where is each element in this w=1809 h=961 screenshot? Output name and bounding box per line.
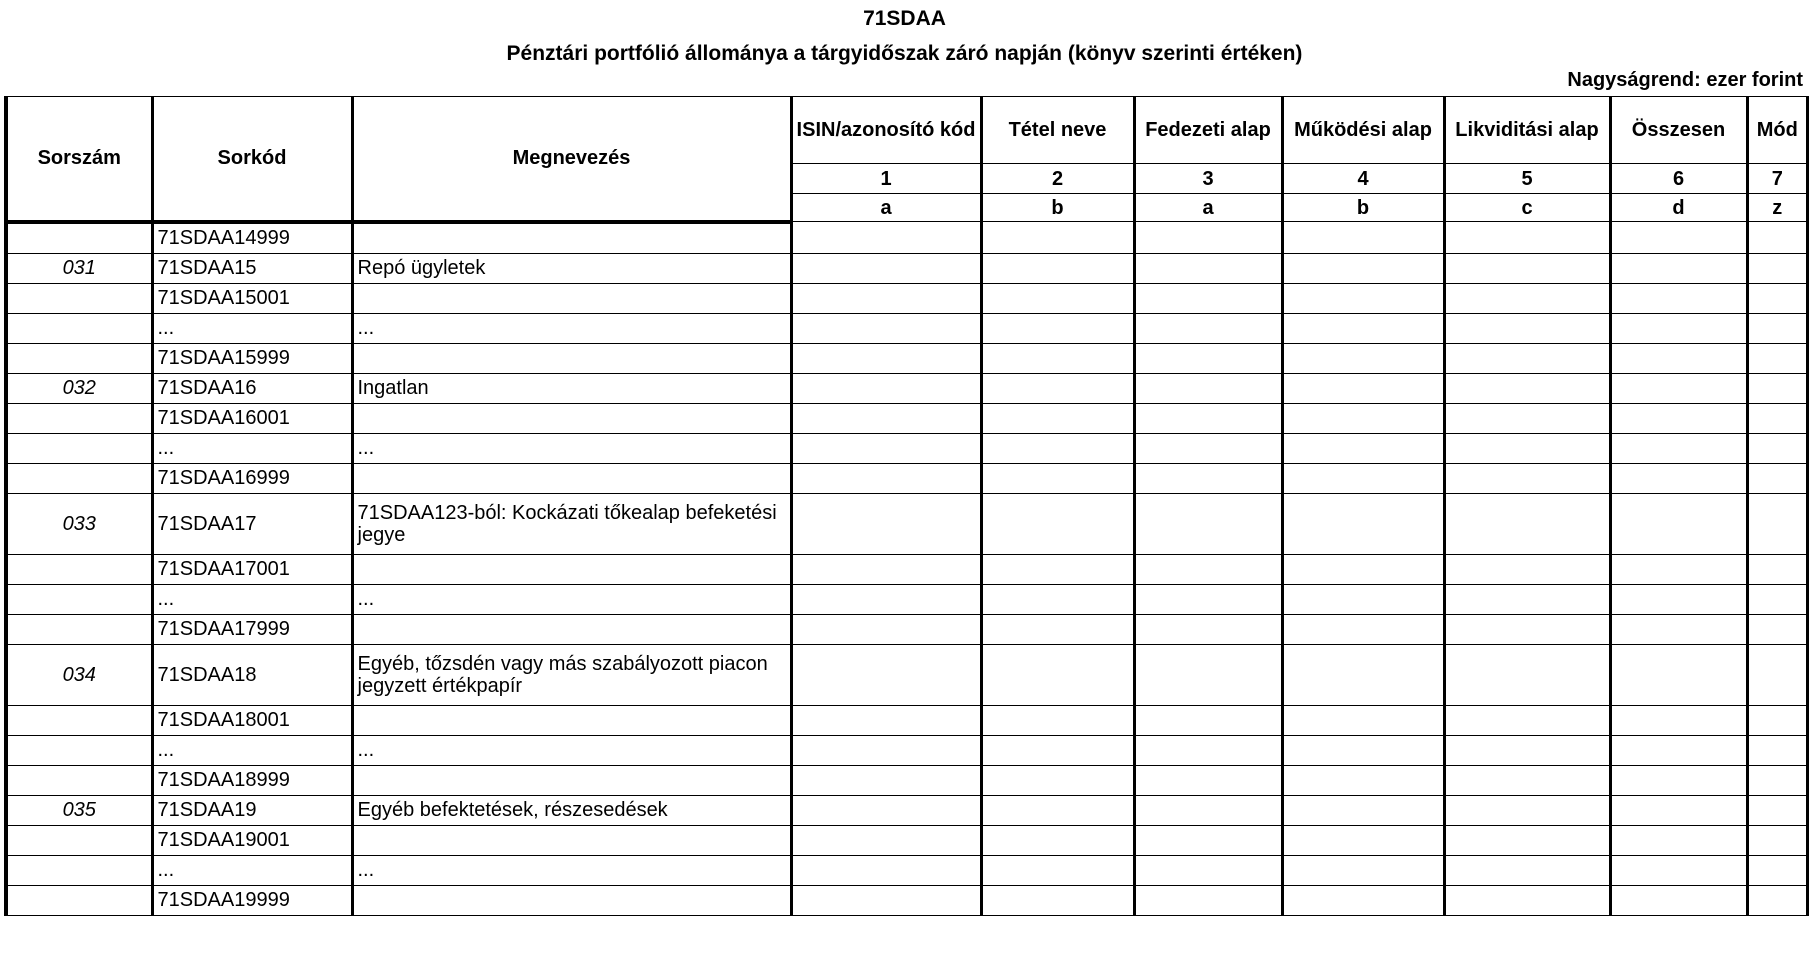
table-row (6, 463, 1808, 493)
value-cell-4[interactable] (1282, 705, 1444, 735)
value-cell-5[interactable] (1444, 584, 1610, 614)
value-cell-7[interactable] (1747, 463, 1808, 493)
table-row (6, 343, 1808, 373)
value-cell-3[interactable] (1134, 433, 1282, 463)
row-sorkod: 71SDAA19999 (152, 885, 352, 915)
table-row (6, 554, 1808, 584)
row-sorkod: 71SDAA19001 (152, 825, 352, 855)
table-row (6, 403, 1808, 433)
value-cell-5[interactable] (1444, 825, 1610, 855)
value-cell-1[interactable] (791, 795, 981, 825)
value-cell-4[interactable] (1282, 283, 1444, 313)
value-cell-5[interactable] (1444, 313, 1610, 343)
value-cell-4[interactable] (1282, 403, 1444, 433)
value-cell-3[interactable] (1134, 493, 1282, 554)
table-row (6, 885, 1808, 915)
value-cell-6[interactable] (1610, 373, 1747, 403)
value-cell-5[interactable] (1444, 855, 1610, 885)
row-sorkod: 71SDAA16 (152, 373, 352, 403)
row-sorkod: 71SDAA14999 (152, 222, 352, 254)
value-cell-4[interactable] (1282, 343, 1444, 373)
value-cell-2[interactable] (981, 735, 1134, 765)
table-row (6, 373, 1808, 403)
value-cell-2[interactable] (981, 283, 1134, 313)
row-sorszam (6, 705, 152, 735)
page-title: Pénztári portfólió állománya a tárgyidőszak záró napján (könyv szerinti értéken) (506, 42, 1303, 65)
value-cell-6[interactable] (1610, 855, 1747, 885)
table-row (6, 584, 1808, 614)
row-sorszam (6, 554, 152, 584)
row-sorszam (6, 614, 152, 644)
row-sorszam: 031 (6, 253, 152, 283)
value-cell-5[interactable] (1444, 403, 1610, 433)
value-cell-6[interactable] (1610, 735, 1747, 765)
value-cell-6[interactable] (1610, 433, 1747, 463)
header-code-1: a (791, 194, 981, 222)
header-num-6: 6 (1610, 164, 1747, 194)
value-cell-7[interactable] (1747, 493, 1808, 554)
value-cell-7[interactable] (1747, 855, 1808, 885)
row-sorszam: 034 (6, 644, 152, 705)
row-megnevezes (352, 765, 791, 795)
value-cell-6[interactable] (1610, 705, 1747, 735)
value-cell-3[interactable] (1134, 584, 1282, 614)
row-sorszam (6, 463, 152, 493)
value-cell-1[interactable] (791, 433, 981, 463)
value-cell-1[interactable] (791, 283, 981, 313)
value-cell-5[interactable] (1444, 765, 1610, 795)
value-cell-5[interactable] (1444, 373, 1610, 403)
value-cell-4[interactable] (1282, 855, 1444, 885)
header-col-1: ISIN/azonosító kód (791, 97, 981, 164)
row-sorszam (6, 855, 152, 885)
value-cell-6[interactable] (1610, 313, 1747, 343)
header-col-6: Összesen (1610, 97, 1747, 164)
row-sorkod: 71SDAA17999 (152, 614, 352, 644)
value-cell-4[interactable] (1282, 253, 1444, 283)
value-cell-4[interactable] (1282, 584, 1444, 614)
row-sorszam (6, 283, 152, 313)
value-cell-3[interactable] (1134, 222, 1282, 254)
row-megnevezes (352, 283, 791, 313)
value-cell-5[interactable] (1444, 493, 1610, 554)
header-code-2: b (981, 194, 1134, 222)
value-cell-5[interactable] (1444, 554, 1610, 584)
row-megnevezes: Ingatlan (352, 373, 791, 403)
value-cell-2[interactable] (981, 222, 1134, 254)
row-megnevezes: ... (352, 313, 791, 343)
row-megnevezes (352, 343, 791, 373)
value-cell-2[interactable] (981, 343, 1134, 373)
header-sorkod: Sorkód (152, 97, 352, 222)
value-cell-2[interactable] (981, 313, 1134, 343)
header-col-2: Tétel neve (981, 97, 1134, 164)
row-megnevezes (352, 705, 791, 735)
value-cell-3[interactable] (1134, 463, 1282, 493)
value-cell-3[interactable] (1134, 855, 1282, 885)
value-cell-7[interactable] (1747, 705, 1808, 735)
row-megnevezes (352, 222, 791, 254)
value-cell-2[interactable] (981, 795, 1134, 825)
row-sorkod: 71SDAA15001 (152, 283, 352, 313)
value-cell-6[interactable] (1610, 614, 1747, 644)
value-cell-3[interactable] (1134, 885, 1282, 915)
value-cell-7[interactable] (1747, 403, 1808, 433)
value-cell-2[interactable] (981, 554, 1134, 584)
header-col-7: Mód (1747, 97, 1808, 164)
value-cell-1[interactable] (791, 554, 981, 584)
row-megnevezes (352, 554, 791, 584)
value-cell-2[interactable] (981, 644, 1134, 705)
row-megnevezes: ... (352, 433, 791, 463)
row-sorkod: 71SDAA15999 (152, 343, 352, 373)
value-cell-4[interactable] (1282, 433, 1444, 463)
row-sorszam: 035 (6, 795, 152, 825)
row-megnevezes: ... (352, 855, 791, 885)
value-cell-2[interactable] (981, 463, 1134, 493)
row-sorkod: 71SDAA17001 (152, 554, 352, 584)
value-cell-5[interactable] (1444, 614, 1610, 644)
value-cell-3[interactable] (1134, 343, 1282, 373)
table-row (6, 795, 1808, 825)
value-cell-6[interactable] (1610, 554, 1747, 584)
value-cell-1[interactable] (791, 765, 981, 795)
table-row (6, 735, 1808, 765)
value-cell-6[interactable] (1610, 403, 1747, 433)
value-cell-3[interactable] (1134, 403, 1282, 433)
row-sorkod: ... (152, 855, 352, 885)
value-cell-2[interactable] (981, 885, 1134, 915)
value-cell-4[interactable] (1282, 885, 1444, 915)
row-sorkod: 71SDAA18001 (152, 705, 352, 735)
header-num-5: 5 (1444, 164, 1610, 194)
header-col-4: Működési alap (1282, 97, 1444, 164)
value-cell-3[interactable] (1134, 825, 1282, 855)
row-sorszam (6, 735, 152, 765)
value-cell-7[interactable] (1747, 373, 1808, 403)
row-megnevezes: ... (352, 735, 791, 765)
value-cell-7[interactable] (1747, 795, 1808, 825)
value-cell-2[interactable] (981, 584, 1134, 614)
row-sorkod: 71SDAA16001 (152, 403, 352, 433)
header-num-7: 7 (1747, 164, 1808, 194)
value-cell-3[interactable] (1134, 554, 1282, 584)
value-cell-1[interactable] (791, 343, 981, 373)
value-cell-4[interactable] (1282, 463, 1444, 493)
value-cell-3[interactable] (1134, 283, 1282, 313)
value-cell-7[interactable] (1747, 584, 1808, 614)
value-cell-6[interactable] (1610, 885, 1747, 915)
row-megnevezes: ... (352, 584, 791, 614)
table-row (6, 644, 1808, 705)
value-cell-6[interactable] (1610, 493, 1747, 554)
unit-label: Nagyságrend: ezer forint (1567, 69, 1803, 91)
header-sorszam: Sorszám (6, 97, 152, 222)
value-cell-6[interactable] (1610, 765, 1747, 795)
value-cell-7[interactable] (1747, 433, 1808, 463)
row-sorkod: 71SDAA18 (152, 644, 352, 705)
row-sorszam: 033 (6, 493, 152, 554)
value-cell-4[interactable] (1282, 765, 1444, 795)
header-code-7: z (1747, 194, 1808, 222)
value-cell-7[interactable] (1747, 825, 1808, 855)
value-cell-1[interactable] (791, 855, 981, 885)
value-cell-1[interactable] (791, 705, 981, 735)
value-cell-3[interactable] (1134, 795, 1282, 825)
row-sorszam (6, 313, 152, 343)
value-cell-7[interactable] (1747, 885, 1808, 915)
row-sorkod: ... (152, 433, 352, 463)
row-sorszam (6, 765, 152, 795)
table-row (6, 765, 1808, 795)
value-cell-1[interactable] (791, 614, 981, 644)
row-sorszam (6, 885, 152, 915)
row-megnevezes: Egyéb, tőzsdén vagy más szabályozott piacon jegyzett értékpapír (352, 644, 791, 705)
row-sorszam (6, 343, 152, 373)
value-cell-1[interactable] (791, 644, 981, 705)
value-cell-6[interactable] (1610, 825, 1747, 855)
row-sorkod: 71SDAA17 (152, 493, 352, 554)
value-cell-1[interactable] (791, 825, 981, 855)
value-cell-2[interactable] (981, 614, 1134, 644)
value-cell-2[interactable] (981, 855, 1134, 885)
table-row (6, 283, 1808, 313)
table-row (6, 493, 1808, 554)
value-cell-7[interactable] (1747, 554, 1808, 584)
row-sorkod: 71SDAA19 (152, 795, 352, 825)
value-cell-3[interactable] (1134, 735, 1282, 765)
value-cell-5[interactable] (1444, 283, 1610, 313)
row-sorkod: ... (152, 584, 352, 614)
value-cell-5[interactable] (1444, 463, 1610, 493)
row-megnevezes (352, 403, 791, 433)
value-cell-6[interactable] (1610, 222, 1747, 254)
value-cell-1[interactable] (791, 493, 981, 554)
value-cell-2[interactable] (981, 373, 1134, 403)
value-cell-4[interactable] (1282, 222, 1444, 254)
value-cell-5[interactable] (1444, 885, 1610, 915)
header-col-5: Likviditási alap (1444, 97, 1610, 164)
table-row (6, 855, 1808, 885)
value-cell-3[interactable] (1134, 373, 1282, 403)
value-cell-5[interactable] (1444, 433, 1610, 463)
table-row (6, 253, 1808, 283)
table-body (6, 222, 1808, 916)
header-code-4: b (1282, 194, 1444, 222)
value-cell-6[interactable] (1610, 463, 1747, 493)
header-col-3: Fedezeti alap (1134, 97, 1282, 164)
header-code-6: d (1610, 194, 1747, 222)
value-cell-3[interactable] (1134, 765, 1282, 795)
value-cell-7[interactable] (1747, 735, 1808, 765)
value-cell-2[interactable] (981, 433, 1134, 463)
value-cell-7[interactable] (1747, 343, 1808, 373)
value-cell-3[interactable] (1134, 614, 1282, 644)
table-row (6, 433, 1808, 463)
row-sorszam: 032 (6, 373, 152, 403)
value-cell-2[interactable] (981, 253, 1134, 283)
value-cell-1[interactable] (791, 313, 981, 343)
row-sorszam (6, 403, 152, 433)
row-sorszam (6, 222, 152, 254)
value-cell-5[interactable] (1444, 795, 1610, 825)
table-row (6, 825, 1808, 855)
value-cell-5[interactable] (1444, 253, 1610, 283)
value-cell-7[interactable] (1747, 222, 1808, 254)
value-cell-7[interactable] (1747, 644, 1808, 705)
table-row (6, 705, 1808, 735)
row-megnevezes: Egyéb befektetések, részesedések (352, 795, 791, 825)
value-cell-1[interactable] (791, 403, 981, 433)
value-cell-1[interactable] (791, 463, 981, 493)
table-row (6, 222, 1808, 254)
header-code-3: a (1134, 194, 1282, 222)
header-megnevezes: Megnevezés (352, 97, 791, 222)
value-cell-6[interactable] (1610, 795, 1747, 825)
value-cell-6[interactable] (1610, 283, 1747, 313)
row-sorszam (6, 433, 152, 463)
value-cell-6[interactable] (1610, 253, 1747, 283)
value-cell-4[interactable] (1282, 614, 1444, 644)
row-sorkod: ... (152, 313, 352, 343)
value-cell-7[interactable] (1747, 313, 1808, 343)
header-num-1: 1 (791, 164, 981, 194)
row-megnevezes (352, 614, 791, 644)
row-megnevezes: 71SDAA123-ból: Kockázati tőkealap befeketési jegye (352, 493, 791, 554)
value-cell-6[interactable] (1610, 343, 1747, 373)
row-megnevezes (352, 463, 791, 493)
row-megnevezes: Repó ügyletek (352, 253, 791, 283)
value-cell-6[interactable] (1610, 644, 1747, 705)
header-num-4: 4 (1282, 164, 1444, 194)
title-block (0, 0, 1809, 67)
row-sorszam (6, 584, 152, 614)
header-num-3: 3 (1134, 164, 1282, 194)
table-row (6, 614, 1808, 644)
row-sorszam (6, 825, 152, 855)
value-cell-1[interactable] (791, 584, 981, 614)
value-cell-4[interactable] (1282, 313, 1444, 343)
value-cell-5[interactable] (1444, 705, 1610, 735)
row-sorkod: 71SDAA15 (152, 253, 352, 283)
header-code-5: c (1444, 194, 1610, 222)
value-cell-7[interactable] (1747, 614, 1808, 644)
value-cell-5[interactable] (1444, 222, 1610, 254)
value-cell-2[interactable] (981, 403, 1134, 433)
value-cell-3[interactable] (1134, 253, 1282, 283)
value-cell-3[interactable] (1134, 705, 1282, 735)
value-cell-4[interactable] (1282, 554, 1444, 584)
row-sorkod: 71SDAA18999 (152, 765, 352, 795)
table-row (6, 313, 1808, 343)
value-cell-2[interactable] (981, 493, 1134, 554)
value-cell-1[interactable] (791, 735, 981, 765)
value-cell-1[interactable] (791, 253, 981, 283)
value-cell-4[interactable] (1282, 795, 1444, 825)
value-cell-2[interactable] (981, 705, 1134, 735)
row-megnevezes (352, 885, 791, 915)
value-cell-5[interactable] (1444, 644, 1610, 705)
value-cell-4[interactable] (1282, 373, 1444, 403)
header-num-2: 2 (981, 164, 1134, 194)
value-cell-6[interactable] (1610, 584, 1747, 614)
value-cell-4[interactable] (1282, 493, 1444, 554)
value-cell-2[interactable] (981, 825, 1134, 855)
value-cell-3[interactable] (1134, 644, 1282, 705)
value-cell-1[interactable] (791, 373, 981, 403)
value-cell-5[interactable] (1444, 735, 1610, 765)
value-cell-5[interactable] (1444, 343, 1610, 373)
value-cell-1[interactable] (791, 222, 981, 254)
value-cell-2[interactable] (981, 765, 1134, 795)
value-cell-1[interactable] (791, 885, 981, 915)
value-cell-3[interactable] (1134, 313, 1282, 343)
row-sorkod: ... (152, 735, 352, 765)
value-cell-4[interactable] (1282, 825, 1444, 855)
value-cell-4[interactable] (1282, 735, 1444, 765)
value-cell-4[interactable] (1282, 644, 1444, 705)
value-cell-7[interactable] (1747, 283, 1808, 313)
row-sorkod: 71SDAA16999 (152, 463, 352, 493)
portfolio-table (4, 96, 1809, 916)
form-code: 71SDAA (863, 7, 946, 30)
row-megnevezes (352, 825, 791, 855)
value-cell-7[interactable] (1747, 253, 1808, 283)
value-cell-7[interactable] (1747, 765, 1808, 795)
